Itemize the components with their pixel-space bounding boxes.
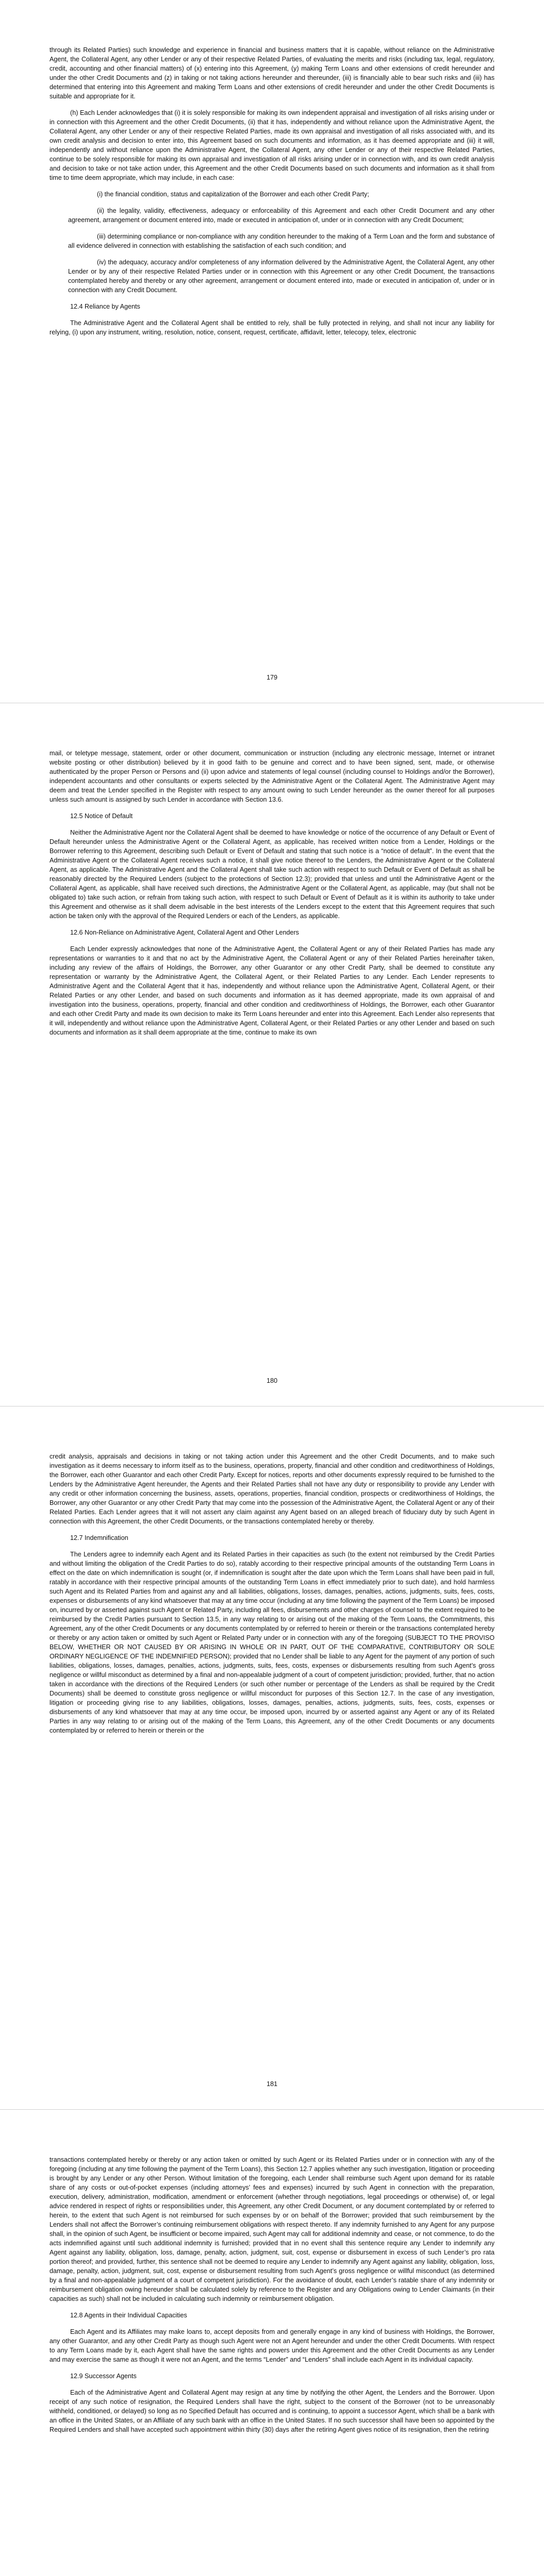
sub-clause: (iv) the adequacy, accuracy and/or completeness of any information delivered by the Administrative Agent, the Collateral Agent, any other Lender or by any of their respective Related Parties under or in connection with this Agreement or any other Credit Document, the transactions contemplated hereby and thereby or any other agreement, arrangement or document entered into, made or executed in anticipation of, under or in connection with any Credit Document. bbox=[68, 259, 494, 294]
section-heading: 12.4 Reliance by Agents bbox=[70, 303, 140, 310]
paragraph: Neither the Administrative Agent nor the Collateral Agent shall be deemed to have knowledge or notice of the occurrence of any Default or Event of Default hereunder unless the Administrative Agent or the Collateral Agent, as applicable, has received written notice from a Lender, Holdings or the Borrower referring to this Agreement, describing such Default or Event of Default and stating that such notice is a “notice of default”. In the event that the Administrative Agent or the Collateral Agent receives such a notice, it shall give notice thereof to the Lenders, the Administrative Agent or the Collateral Agent, as applicable. The Administrative Agent and the Collateral Agent shall take such action with respect to such Default or Event of Default as shall be reasonably directed by the Required Lenders (subject to the protections of Section 12.3); provided that unless and until the Administrative Agent or the Collateral Agent, as applicable, shall have received such directions, the Administrative Agent or the Collateral Agent, as applicable, may (but shall not be obligated to) take such action, or refrain from taking such action, with respect to such Default or Event of Default as it is within its authority to take under this Agreement and otherwise as it shall deem advisable in the best interests of the Lenders except to the extent that this Agreement requires that such action be taken only with the approval of the Required Lenders or each of the Lenders, as applicable. bbox=[50, 829, 494, 920]
page-number: 180 bbox=[266, 1377, 277, 1384]
paragraph: credit analysis, appraisals and decisions in taking or not taking action under this Agreement and the other Credit Documents, and to make such investigation as it deems necessary to inform itself as to the business, operations, property, financial and other condition and creditworthiness of Holdings, the Borrower, each other Guarantor and each other Credit Party. Except for notices, reports and other documents expressly required to be furnished to the Lenders by the Administrative Agent hereunder, the Agents and their Related Parties shall not have any duty or responsibility to provide any Lender with any credit or other information concerning the business, assets, operations, properties, financial condition, prospects or creditworthiness of Holdings, the Borrower, any other Guarantor or any other Credit Party that may come into the possession of the Administrative Agent, the Collateral Agent or any of their Related Parties. Each Lender agrees that it will not assert any claim against any Agent based on an alleged breach of fiduciary duty by such Agent in connection with this Agreement, the other Credit Documents, or the transactions contemplated hereby or thereby. bbox=[50, 1453, 494, 1525]
document-page bbox=[0, 1406, 544, 2110]
paragraph: Each of the Administrative Agent and Collateral Agent may resign at any time by notifying the other Agent, the Lenders and the Borrower. Upon receipt of any such notice of resignation, the Required Lenders shall have the right, subject to the consent of the Borrower (not to be unreasonably withheld, conditioned, or delayed) so long as no Specified Default has occurred and is continuing, to appoint a successor Agent, which shall be a bank with an office in the United States, or an Affiliate of any such bank with an office in the United States. If no such successor shall have been so appointed by the Required Lenders and shall have accepted such appointment within thirty (30) days after the retiring Agent gives notice of its resignation, then the retiring bbox=[50, 2389, 494, 2433]
section-heading: 12.5 Notice of Default bbox=[70, 812, 133, 820]
paragraph: Each Agent and its Affiliates may make loans to, accept deposits from and generally engage in any kind of business with Holdings, the Borrower, any other Guarantor, and any other Credit Party as though such Agent were not an Agent hereunder and under the other Credit Documents. With respect to any Term Loans made by it, each Agent shall have the same rights and powers under this Agreement and the other Credit Documents as any Lender and may exercise the same as though it were not an Agent, and the terms “Lender” and “Lenders” shall include each Agent in its individual capacity. bbox=[50, 2328, 494, 2363]
paragraph: transactions contemplated hereby or thereby or any action taken or omitted by such Agent or its Related Parties under or in connection with any of the foregoing (including at any time following the payment of the Term Loans), this Section 12.7 applies whether any such investigation, litigation or proceeding is brought by any Lender or any other Person. Without limitation of the foregoing, each Lender shall reimburse such Agent upon demand for its ratable share of any costs or out-of-pocket expenses (including attorneys’ fees and expenses) incurred by such Agent in connection with the preparation, execution, delivery, administration, modification, amendment or enforcement (whether through negotiations, legal proceedings or otherwise) of, or legal advice rendered in respect of rights or responsibilities under, this Agreement, any other Credit Document, or any document contemplated by or referred to herein, to the extent that such Agent is not reimbursed for such expenses by or on behalf of the Borrower; provided that such reimbursement by the Lenders shall not affect the Borrower’s continuing reimbursement obligations with respect thereto. If any indemnity furnished to any Agent for any purpose shall, in the opinion of such Agent, be insufficient or become impaired, such Agent may call for additional indemnity and cease, or not commence, to do the acts indemnified against until such additional indemnity is furnished; provided that in no event shall this sentence require any Lender to indemnify any Agent against any liability, obligation, loss, damage, penalty, action, judgment, suit, cost, expense or disbursement in excess of such Lender’s pro rata portion thereof; and provided, further, this sentence shall not be deemed to require any Lender to indemnify any Agent against any liability, obligation, loss, damage, penalty, action, judgment, suit, cost, expense or disbursement resulting from such Agent’s gross negligence or willful misconduct (as determined by a final and non-appealable judgment of a court of competent jurisdiction). For the avoidance of doubt, each Lender’s ratable share of any indemnity or reimbursement obligation owing hereunder shall be calculated solely by reference to the Register and any Obligations owing to Lender Claimants (in their capacities as such) shall not be included in calculating such indemnity or reimbursement obligation. bbox=[50, 2156, 494, 2302]
sub-clause: (ii) the legality, validity, effectiveness, adequacy or enforceability of this Agreement and each other Credit Document and any other agreement, arrangement or document entered into, made or executed in anticipation of, under or in connection with any Credit Document; bbox=[68, 207, 494, 224]
sub-clause: (i) the financial condition, status and capitalization of the Borrower and each other Credit Party; bbox=[97, 191, 369, 198]
paragraph: The Administrative Agent and the Collateral Agent shall be entitled to rely, shall be fully protected in relying, and shall not incur any liability for relying, (i) upon any instrument, writing, resolution, notice, consent, request, certificate, affidavit, letter, telecopy, telex, electronic bbox=[50, 319, 494, 336]
paragraph: through its Related Parties) such knowledge and experience in financial and business matters that it is capable, without reliance on the Administrative Agent, the Collateral Agent, any other Lender or any of their respective Related Parties, of evaluating the merits and risks (including tax, legal, regulatory, credit, accounting and other financial matters) of (x) entering into this Agreement, (y) making Term Loans and other extensions of credit hereunder and under the other Credit Documents and (z) in taking or not taking actions hereunder and thereunder, (iii) is financially able to bear such risks and (iii) has determined that entering into this Agreement and making Term Loans and other extensions of credit hereunder and under the other Credit Documents is suitable and appropriate for it. bbox=[50, 46, 494, 100]
section-heading: 12.7 Indemnification bbox=[70, 1534, 128, 1541]
page-number: 179 bbox=[266, 674, 277, 681]
document-page bbox=[0, 703, 544, 1406]
section-heading: 12.9 Successor Agents bbox=[70, 2372, 137, 2380]
sub-clause: (iii) determining compliance or non-compliance with any condition hereunder to the making of a Term Loan and the form and substance of all evidence delivered in connection with establishing the satisfaction of each such condition; and bbox=[68, 233, 494, 249]
paragraph: (h) Each Lender acknowledges that (i) it is solely responsible for making its own independent appraisal and investigation of all risks arising under or in connection with this Agreement and the other Credit Documents, (ii) that it has, independently and without reliance upon the Administrative Agent, the Collateral Agent, any other Lender or any of their respective Related Parties, made its own appraisal and investigation of all risks associated with, and its own credit analysis and decision to enter into, this Agreement based on such documents and information, as it has deemed appropriate and (iii) it will, independently and without reliance upon the Administrative Agent, the Collateral Agent, any other Lender or any of their respective Related Parties, continue to be solely responsible for making its own appraisal and investigation of all risks arising under or in connection with, and its own credit analysis and decision to take or not take action under, this Agreement and the other Credit Documents based on such documents and information as it shall from time to time deem appropriate, which may include, in each case: bbox=[50, 109, 494, 181]
section-heading: 12.8 Agents in their Individual Capacities bbox=[70, 2312, 187, 2319]
section-heading: 12.6 Non-Reliance on Administrative Agent, Collateral Agent and Other Lenders bbox=[70, 929, 299, 936]
document-page bbox=[0, 2110, 544, 2576]
paragraph: Each Lender expressly acknowledges that none of the Administrative Agent, the Collateral Agent or any of their Related Parties has made any representations or warranties to it and that no act by the Administrative Agent, the Collateral Agent or any of their Related Parties hereinafter taken, including any review of the affairs of Holdings, the Borrower, any other Guarantor or any other Credit Party, shall be deemed to constitute any representation or warranty by the Administrative Agent, the Collateral Agent, or their Related Parties to any Lender. Each Lender represents to Administrative Agent and the Collateral Agent that it has, independently and without reliance upon the Administrative Agent, Collateral Agent, or their Related Parties or any other Lender, and based on such documents and information as it has deemed appropriate, made its own appraisal of and investigation into the business, operations, property, financial and other condition and creditworthiness of Holdings, the Borrower, each other Guarantor and each other Credit Party and made its own decision to make its Term Loans hereunder and enter into this Agreement. Each Lender also represents that it will, independently and without reliance upon the Administrative Agent, Collateral Agent, or their Related Parties or any other Lender and based on such documents and information as it shall deem appropriate at the time, continue to make its own bbox=[50, 945, 494, 1036]
page-number: 181 bbox=[266, 2080, 277, 2088]
paragraph: The Lenders agree to indemnify each Agent and its Related Parties in their capacities as such (to the extent not reimbursed by the Credit Parties and without limiting the obligation of the Credit Parties to do so), ratably according to their respective principal amounts of the outstanding Term Loans in effect on the date on which indemnification is sought (or, if indemnification is sought after the date upon which the Term Loans shall have been paid in full, ratably in accordance with their respective principal amounts of the outstanding Term Loans in effect immediately prior to such date), and hold harmless such Agent and its Related Parties from and against any and all liabilities, obligations, losses, damages, penalties, actions, judgments, suits, fees, costs, expenses or disbursements of any kind whatsoever that may at any time occur (including at any time following the payment of the Term Loans) be imposed on, incurred by or asserted against such Agent or Related Party, including all fees, disbursements and other charges of counsel to the extent required to be reimbursed by the Credit Parties pursuant to Section 13.5, in any way relating to or arising out of the making of the Term Loans, the Commitments, this Agreement, any of the other Credit Documents or any documents contemplated by or referred to herein or therein or the transactions contemplated hereby or thereby or any action taken or omitted by such Agent or Related Party under or in connection with any of the foregoing (SUBJECT TO THE PROVISO BELOW, WHETHER OR NOT CAUSED BY OR ARISING IN WHOLE OR IN PART, OUT OF THE COMPARATIVE, CONTRIBUTORY OR SOLE ORDINARY NEGLIGENCE OF THE INDEMNIFIED PERSON); provided that no Lender shall be liable to any Agent for the payment of any portion of such liabilities, obligations, losses, damages, penalties, actions, judgments, suits, fees, costs, expenses or disbursements resulting from such Agent’s gross negligence or willful misconduct as determined by a final and non-appealable judgment of a court of competent jurisdiction; provided, further, that no action taken in accordance with the directions of the Required Lenders (or such other number or percentage of the Lenders as shall be required by the Credit Documents) shall be deemed to constitute gross negligence or willful misconduct for purposes of this Section 12.7. In the case of any investigation, litigation or proceeding giving rise to any liabilities, obligations, losses, damages, penalties, actions, judgments, suits, fees, costs, expenses or disbursements of any kind whatsoever that may at any time occur, be imposed upon, incurred by or asserted against any Agent or any of its Related Parties in any way relating to or arising out of the making of the Term Loans, this Agreement, any of the other Credit Documents or any documents contemplated by or referred to herein or therein or the bbox=[50, 1551, 494, 1734]
document-page bbox=[0, 0, 544, 703]
paragraph: mail, or teletype message, statement, order or other document, communication or instruction (including any electronic message, Internet or intranet website posting or other distribution) believed by it in good faith to be genuine and correct and to have been signed, sent, made, or otherwise authenticated by the proper Person or Persons and (ii) upon advice and statements of legal counsel (including counsel to Holdings and/or the Borrower), independent accountants and other consultants or experts selected by the Administrative Agent or the Collateral Agent. The Administrative Agent may deem and treat the Lender specified in the Register with respect to any amount owing to such Lender hereunder as the owner thereof for all purposes unless such amount is assigned by such Lender in accordance with Section 13.6. bbox=[50, 750, 494, 803]
